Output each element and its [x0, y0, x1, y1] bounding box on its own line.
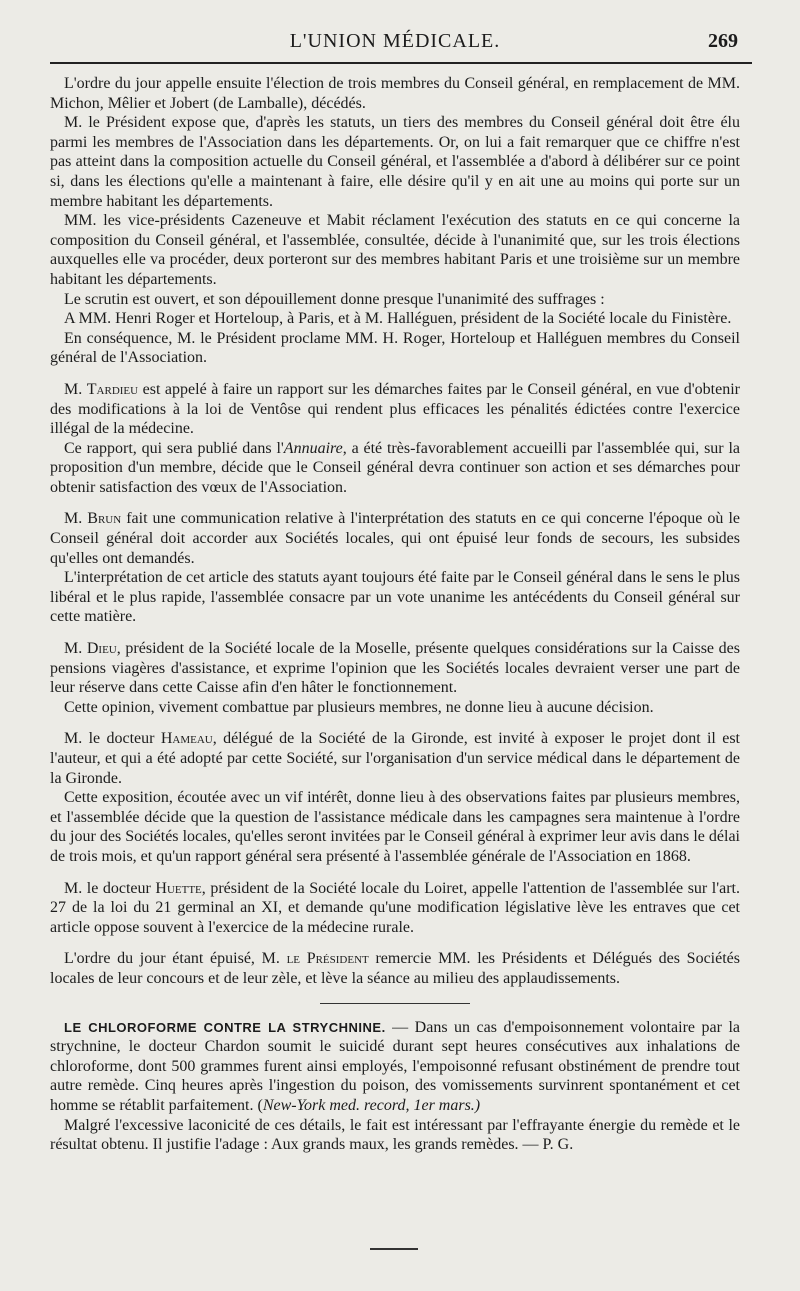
paragraph: L'interprétation de cet article des statuts ayant toujours été faite par le Conseil général dans le sens le plus libéral et le plus rapide, l'assemblée consacre par un vote unanime les antécédents du Conseil général sur cette matière. [50, 569, 740, 626]
note-paragraph: LE CHLOROFORME CONTRE LA STRYCHNINE. — Dans un cas d'empoisonnement volontaire par la strychnine, le docteur Chardon soumit le suicidé durant sept heures consécutives aux inhalations de chloroforme, dont 500 grammes furent ainsi employés, l'empoisonné refusant obstinément de prendre tout autre remède. Cinq heures après l'ingestion du poison, des vomissements survinrent spontanément et cet homme se rétablit parfaitement. (New-York med. record, 1er mars.) [50, 1018, 740, 1114]
paragraph: Ce rapport, qui sera publié dans l'Annuaire, a été très-favorablement accueilli par l'assemblée qui, sur la proposition d'un membre, décide que le Conseil général devra continuer son action et ses démarches pour obtenir satisfaction des vœux de l'Association. [50, 439, 741, 496]
speaker-name: Huette [155, 879, 202, 897]
note-title: LE CHLOROFORME CONTRE LA STRYCHNINE. [64, 1019, 386, 1035]
paragraph: L'ordre du jour appelle ensuite l'élection de trois membres du Conseil général, en remplacement de MM. Michon, Mêlier et Jobert (de Lamballe), décédés. [50, 75, 740, 112]
speaker-name: Dieu [86, 640, 117, 658]
paragraph: M. Brun fait une communication relative à l'interprétation des statuts en ce qui concerne l'époque où le Conseil général doit accorder aux Sociétés locales, qui ont épuisé leur fonds de secours, les subsides qu'elles ont demandés. [50, 510, 740, 567]
publication-title: Annuaire [283, 439, 343, 457]
running-title: L'UNION MÉDICALE. [289, 30, 501, 52]
footer-rule [370, 1248, 418, 1250]
note-paragraph: Malgré l'excessive laconicité de ces détails, le fait est intéressant par l'effrayante énergie du remède et le résultat obtenu. Il justifie l'adage : Aux grands maux, les grands remèdes. — P. G. [50, 1116, 740, 1154]
speaker-name: Brun [87, 510, 122, 528]
speaker-name: Tardieu [86, 380, 139, 398]
paragraph: M. Tardieu est appelé à faire un rapport sur les démarches faites par le Conseil général, en vue d'obtenir des modifications à la loi de Ventôse qui rendent plus efficaces les pénalités édictées contre l'exercice illégal de la médecine. [50, 380, 740, 438]
paragraph: Cette opinion, vivement combattue par plusieurs membres, ne donne lieu à aucune décision. [64, 698, 654, 716]
paragraph: En conséquence, M. le Président proclame MM. H. Roger, Horteloup et Halléguen membres du Conseil général de l'Association. [50, 329, 740, 367]
article-body [50, 74, 740, 1155]
section-divider [320, 1003, 470, 1004]
header-rule [50, 62, 752, 64]
paragraph: M. le Président expose que, d'après les statuts, un tiers des membres du Conseil général doit être élu parmi les membres de l'Association dans les départements. Or, on lui a fait remarquer que ce chiffre n'est pas atteint dans la composition actuelle du Conseil général, et l'assemblée a d'abord à délibérer sur ce point si, dans les élections qu'elle a maintenant à faire, elle désire qu'il y en ait une au moins qui porte sur un membre habitant les départements. [50, 114, 740, 210]
paragraph: Le scrutin est ouvert, et son dépouillement donne presque l'unanimité des suffrages : [64, 290, 605, 308]
speaker-name: le Président [286, 950, 369, 968]
paragraph: Cette exposition, écoutée avec un vif intérêt, donne lieu à des observations faites par plusieurs membres, et l'assemblée décide que la question de l'assistance médicale dans les campagnes sera maintenue à l'ordre du jour des Sociétés locales, qu'elles seront invitées par le Conseil général à exprimer leur avis dans le délai de trois mois, et qu'un rapport général sera présenté à l'assemblée générale de l'Association en 1868. [50, 789, 740, 865]
paragraph: M. Dieu, président de la Société locale de la Moselle, présente quelques considérations sur la Caisse des pensions viagères d'assistance, et exprime l'opinion que les Sociétés locales devraient verser une part de leur réserve dans cette Caisse afin d'en hâter le fonctionnement. [50, 640, 740, 697]
page-number: 269 [708, 30, 738, 52]
paragraph: M. le docteur Hameau, délégué de la Société de la Gironde, est invité à exposer le projet dont il est l'auteur, et qui a été adopté par cette Société, sur l'organisation d'un service médical dans le département de la Gironde. [50, 730, 741, 787]
paragraph: L'ordre du jour étant épuisé, M. le Président remercie MM. les Présidents et Délégués des Sociétés locales de leur concours et de leur zèle, et lève la séance au milieu des applaudissements. [50, 950, 741, 987]
page-header [52, 28, 738, 58]
paragraph: A MM. Henri Roger et Horteloup, à Paris, et à M. Halléguen, président de la Société locale du Finistère. [64, 310, 732, 328]
paragraph: M. le docteur Huette, président de la Société locale du Loiret, appelle l'attention de l'assemblée sur l'art. 27 de la loi du 21 germinal an XI, et demande qu'une modification législative lève les entraves que cet article oppose souvent à l'exercice de la médecine rurale. [50, 879, 741, 936]
note-source: New-York med. record [262, 1096, 406, 1114]
paragraph: MM. les vice-présidents Cazeneuve et Mabit réclament l'exécution des statuts en ce qui concerne la composition du Conseil général, et l'assemblée, consultée, décide à l'unanimité que, sur les trois élections auxquelles elle va procéder, deux porteront sur des membres habitant Paris et une troisième sur un membre habitant les départements. [50, 212, 740, 288]
speaker-name: Hameau [160, 730, 213, 748]
note-date: , 1er mars.) [405, 1096, 481, 1114]
